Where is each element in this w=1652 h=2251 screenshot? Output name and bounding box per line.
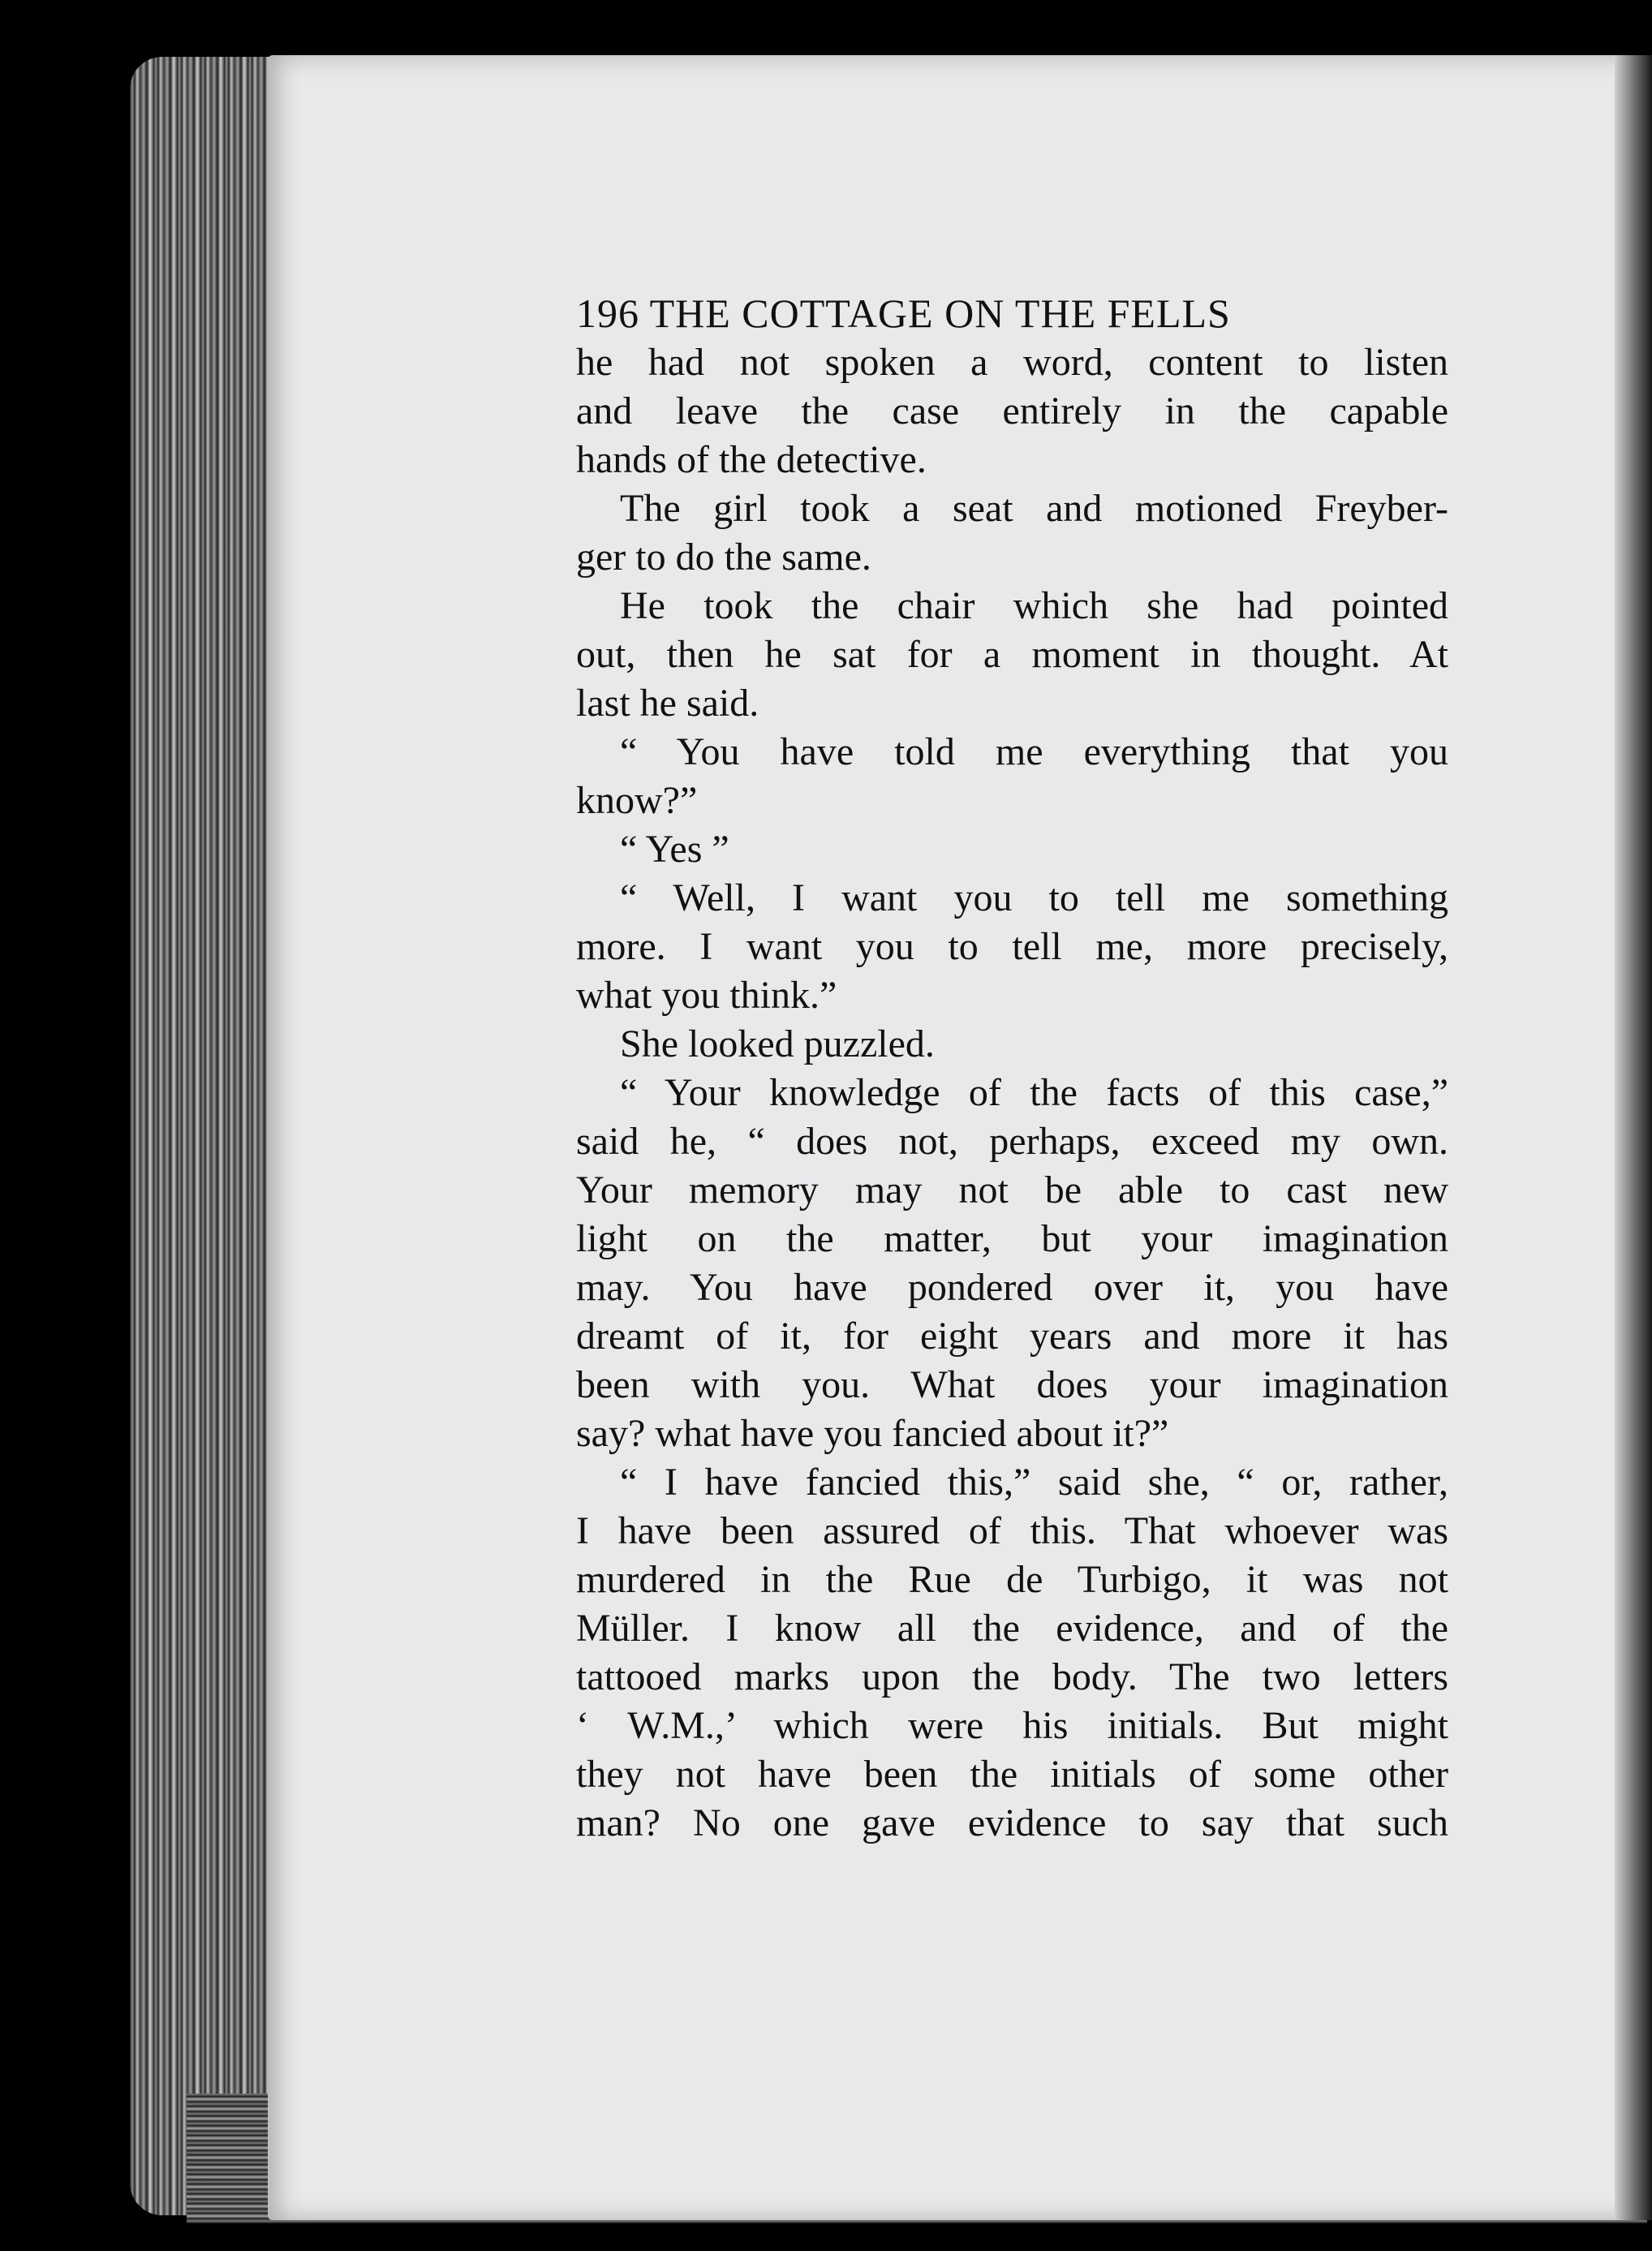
text-line: I have been assured of this. That whoever was <box>576 1509 1448 1552</box>
page-right-shadow <box>1615 55 1652 2220</box>
text-line: “ Yes ” <box>620 828 729 871</box>
text-line: ger to do the same. <box>576 536 871 579</box>
text-line: more. I want you to tell me, more precisely, <box>576 925 1448 968</box>
text-line: “ I have fancied this,” said she, “ or, rather, <box>620 1461 1448 1504</box>
text-line: murdered in the Rue de Turbigo, it was not <box>576 1558 1448 1601</box>
text-line: he had not spoken a word, content to listen <box>576 341 1448 384</box>
text-line: out, then he sat for a moment in thought. At <box>576 633 1448 676</box>
text-line: “ Your knowledge of the facts of this case,” <box>620 1071 1448 1114</box>
text-line: tattooed marks upon the body. The two letters <box>576 1655 1448 1698</box>
text-line: last he said. <box>576 682 759 725</box>
text-line: He took the chair which she had pointed <box>620 584 1448 627</box>
text-line: they not have been the initials of some other <box>576 1753 1448 1796</box>
text-line: dreamt of it, for eight years and more it has <box>576 1315 1448 1358</box>
text-line: “ You have told me everything that you <box>620 730 1448 773</box>
text-line: hands of the detective. <box>576 438 927 481</box>
text-line: may. You have pondered over it, you have <box>576 1266 1448 1309</box>
text-line: Müller. I know all the evidence, and of the <box>576 1607 1448 1650</box>
text-line: what you think.” <box>576 974 837 1017</box>
text-line: Your memory may not be able to cast new <box>576 1169 1448 1212</box>
text-line: She looked puzzled. <box>620 1022 935 1065</box>
text-line: know?” <box>576 779 698 822</box>
page-number: 196 <box>576 291 639 336</box>
text-line: light on the matter, but your imagination <box>576 1217 1448 1260</box>
page-text-block <box>576 288 1448 1848</box>
running-head <box>576 288 1448 338</box>
text-line: said he, “ does not, perhaps, exceed my own. <box>576 1120 1448 1163</box>
text-line: ‘ W.M.,’ which were his initials. But might <box>576 1704 1448 1747</box>
running-title: THE COTTAGE ON THE FELLS <box>649 291 1231 336</box>
text-line: been with you. What does your imagination <box>576 1363 1448 1406</box>
text-line: “ Well, I want you to tell me something <box>620 876 1448 919</box>
text-line: say? what have you fancied about it?” <box>576 1412 1169 1455</box>
text-line: and leave the case entirely in the capable <box>576 390 1448 433</box>
body-text <box>576 338 1448 1848</box>
text-line: The girl took a seat and motioned Freyber- <box>620 487 1448 530</box>
text-line: man? No one gave evidence to say that such <box>576 1801 1448 1844</box>
